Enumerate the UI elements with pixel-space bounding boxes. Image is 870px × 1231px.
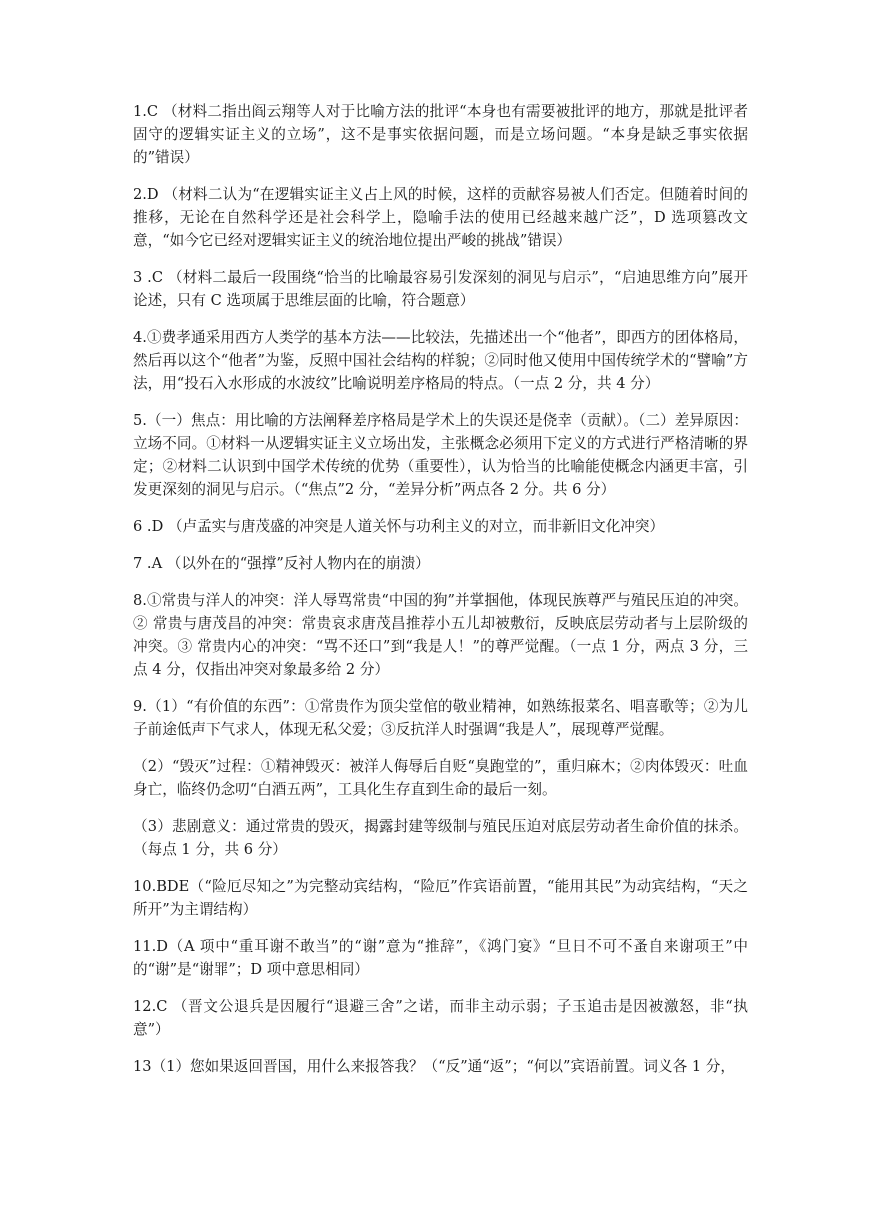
answer-11: 11.D（A 项中“重耳谢不敢当”的“谢”意为“推辞”，《鸿门宴》“旦日不可不蚤自来谢项王”中的“谢”是“谢罪”；D 项中意思相同） — [133, 938, 748, 978]
answer-1: 1.C （材料二指出阎云翔等人对于比喻方法的批评“本身也有需要被批评的地方，那就是批评者固守的逻辑实证主义的立场”，这不是事实依据问题，而是立场问题。“本身是缺乏事实依据的”错误） — [133, 103, 748, 166]
answer-3: 3 .C （材料二最后一段围绕“恰当的比喻最容易引发深刻的洞见与启示”，“启迪思维方向”展开论述，只有 C 选项属于思维层面的比喻，符合题意） — [133, 269, 748, 309]
answer-12: 12.C （晋文公退兵是因履行“退避三舍”之诺，而非主动示弱；子玉追击是因被激怒，非“执意”） — [133, 998, 748, 1038]
answer-2: 2.D （材料二认为“在逻辑实证主义占上风的时候，这样的贡献容易被人们否定。但随着时间的推移，无论在自然科学还是社会科学上，隐喻手法的使用已经越来越广泛”，D 选项篡改文意，“如今它已经对逻辑实证主义的统治地位提出严峻的挑战”错误） — [133, 186, 748, 249]
answer-6: 6 .D （卢孟实与唐茂盛的冲突是人道关怀与功利主义的对立，而非新旧文化冲突） — [133, 518, 665, 535]
answer-5: 5.（一）焦点：用比喻的方法阐释差序格局是学术上的失误还是侥幸（贡献）。（二）差异原因：立场不同。①材料一从逻辑实证主义立场出发，主张概念必须用下定义的方式进行严格清晰的界定；②材料二认识到中国学术传统的优势（重要性），认为恰当的比喻能使概念内涵更丰富，引发更深刻的洞见与启示。（“焦点”2 分，“差异分析”两点各 2 分。共 6 分） — [133, 412, 748, 498]
answer-8: 8.①常贵与洋人的冲突：洋人辱骂常贵“中国的狗”并掌掴他，体现民族尊严与殖民压迫的冲突。② 常贵与唐茂昌的冲突：常贵哀求唐茂昌推荐小五儿却被敷衍，反映底层劳动者与上层阶级的冲突。③ 常贵内心的冲突：“骂不还口”到“我是人！”的尊严觉醒。（一点 1 分，两点 3 分，三点 4 分，仅指出冲突对象最多给 2 分） — [133, 592, 748, 678]
answer-10: 10.BDE（“险厄尽知之”为完整动宾结构，“险厄”作宾语前置，“能用其民”为动宾结构，“天之所开”为主谓结构） — [133, 878, 748, 918]
answer-9-part-1: 9.（1）“有价值的东西”：①常贵作为顶尖堂倌的敬业精神，如熟练报菜名、唱喜歌等；②为儿子前途低声下气求人，体现无私父爱；③反抗洋人时强调“我是人”，展现尊严觉醒。 — [133, 698, 748, 738]
answer-13: 13（1）您如果返回晋国，用什么来报答我？（“反”通“返”；“何以”宾语前置。词义各 1 分， — [133, 1058, 735, 1075]
answer-9-part-3: （3）悲剧意义：通过常贵的毁灭，揭露封建等级制与殖民压迫对底层劳动者生命价值的抹杀。（每点 1 分，共 6 分） — [133, 818, 748, 858]
answer-7: 7 .A （以外在的“强撑”反衬人物内在的崩溃） — [133, 555, 430, 572]
answer-9-part-2: （2）“毁灭”过程：①精神毁灭：被洋人侮辱后自贬“臭跑堂的”，重归麻木；②肉体毁灭：吐血身亡，临终仍念叨“白酒五两”，工具化生存直到生命的最后一刻。 — [133, 758, 748, 798]
answer-4: 4.①费孝通采用西方人类学的基本方法——比较法，先描述出一个“他者”，即西方的团体格局，然后再以这个“他者”为鉴，反照中国社会结构的样貌；②同时他又使用中国传统学术的“譬喻”方法，用“投石入水形成的水波纹”比喻说明差序格局的特点。（一点 2 分，共 4 分） — [133, 329, 748, 392]
